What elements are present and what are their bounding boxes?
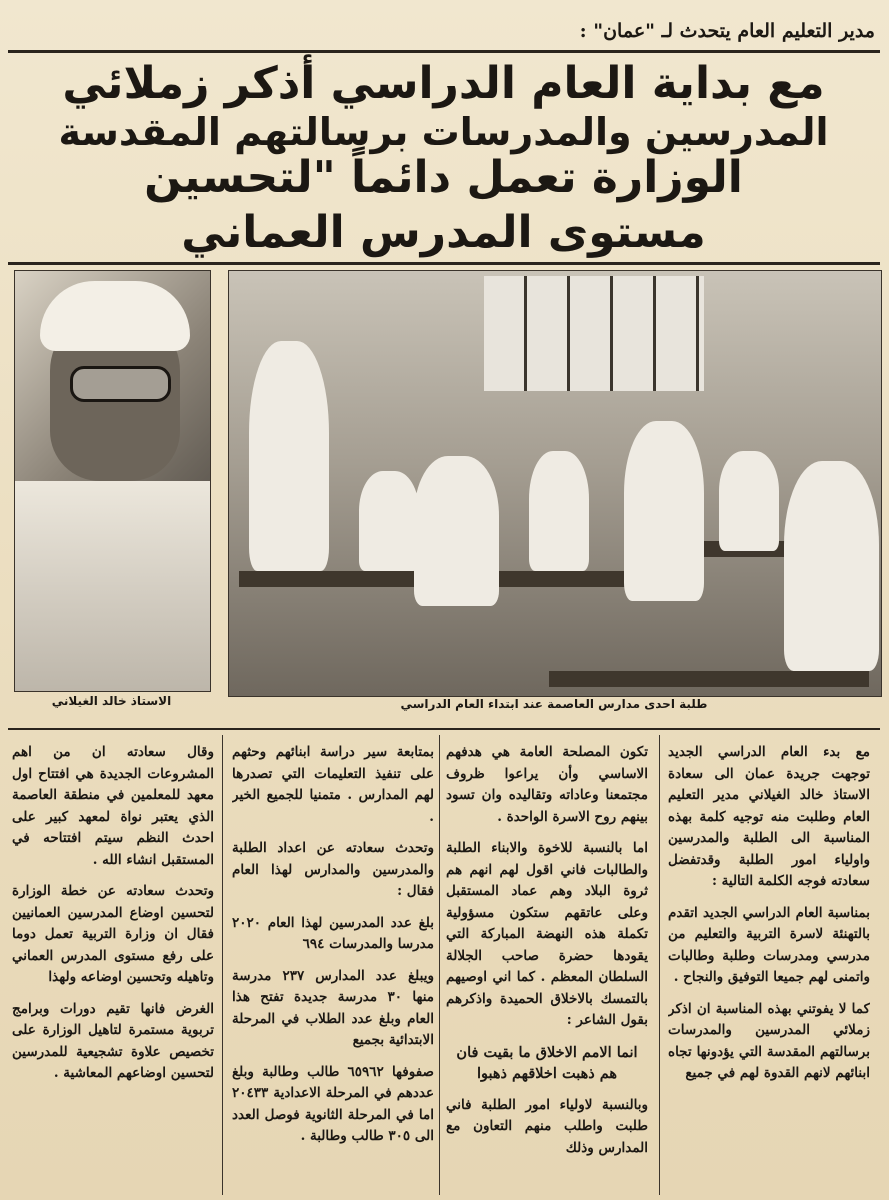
column-divider xyxy=(659,735,660,1195)
paragraph: مع بدء العام الدراسي الجديد توجهت جريدة عمان الى سعادة الاستاذ خالد الغيلاني مدير التعليم العام وطلبت منه توجيه كلمة بهذه المناسبة الى الطلبة والمدرسين واولياء امور الطلبة وقدتفضل سعادته فوجه الكلمة التالية : xyxy=(668,744,870,889)
paragraph: بمتابعة سير دراسة ابنائهم وحثهم على تنفيذ التعليمات التي تصدرها لهم المدارس . متمنيا للجميع الخير . xyxy=(232,744,434,825)
portrait-photo xyxy=(14,270,211,692)
photo-caption: طلبة احدى مدارس العاصمة عند ابتداء العام الدراسي xyxy=(400,697,708,711)
article-column-1 xyxy=(668,742,870,1192)
headline-line-4: مستوى المدرس العماني xyxy=(181,207,706,258)
article-column-4 xyxy=(12,742,214,1192)
poetry-verse: انما الامم الاخلاق ما بقيت فان هم ذهبت اخلاقهم ذهبوا xyxy=(456,1043,638,1082)
kicker-line: مدير التعليم العام يتحدث لـ "عمان" : xyxy=(579,20,875,42)
headline-line-2: المدرسين والمدرسات برسالتهم المقدسة xyxy=(58,110,829,154)
paragraph: صفوفها ٦٥٩٦٢ طالب وطالبة وبلغ عددهم في المرحلة الاعدادية ٢٠٤٣٣ اما في المرحلة الثانوية فوصل العدد الى ٣٠٥ طالب وطالبة . xyxy=(232,1063,434,1144)
headline-line-3: الوزارة تعمل دائماً "لتحسين xyxy=(144,152,743,203)
classroom-photo xyxy=(228,270,882,697)
divider xyxy=(8,262,880,265)
article-column-2 xyxy=(446,742,648,1192)
paragraph: كما لا يفوتني بهذه المناسبة ان اذكر زملائي المدرسين والمدرسات برسالتهم المقدسة التي يؤدونها تجاه ابنائهم لانهم القدوة لهم في جميع xyxy=(668,1000,870,1081)
paragraph: الغرض فانها تقيم دورات وبرامج تربوية مستمرة لتاهيل الوزارة على تخصيص علاوة تشجيعية للمدرسين لتحسين اوضاعهم المعاشية . xyxy=(12,1000,214,1081)
paragraph: وقال سعادته ان من اهم المشروعات الجديدة هي افتتاح اول معهد للمعلمين في منطقة العاصمة الذي يعتبر نواة لمعهد كبير على احدث النظم سيتم افتتاحه في المستقبل انشاء الله . xyxy=(12,744,214,868)
paragraph: بمناسبة العام الدراسي الجديد اتقدم بالتهنئة لاسرة التربية والتعليم من مدرسي ومدرسات وطلبة وطالبات واتمنى لهم جميعا التوفيق والنجاح . xyxy=(668,904,870,985)
paragraph: بلغ عدد المدرسين لهذا العام ٢٠٢٠ مدرسا والمدرسات ٦٩٤ xyxy=(232,914,434,952)
portrait-caption: الاستاذ خالد الغيلاني xyxy=(51,694,172,708)
paragraph: وتحدث سعادته عن خطة الوزارة لتحسين اوضاع المدرسين العمانيين فقال ان وزارة التربية تعمل دوما على رفع مستوى المدرس العماني وتاهيله وتحسين اوضاعه ولهذا xyxy=(12,883,214,985)
headline-line-1: مع بداية العام الدراسي أذكر زملائي xyxy=(62,58,825,109)
divider xyxy=(8,50,880,53)
paragraph: تكون المصلحة العامة هي هدفهم الاساسي وأن يراعوا ظروف مجتمعنا وعاداته وتقاليده وان تسود بينهم روح الاسرة الواحدة . xyxy=(446,744,648,825)
paragraph: وتحدث سعادته عن اعداد الطلبة والمدرسين والمدارس لهذا العام فقال : xyxy=(232,840,434,899)
divider xyxy=(8,728,880,730)
paragraph: ويبلغ عدد المدارس ٢٣٧ مدرسة منها ٣٠ مدرسة جديدة تفتح هذا العام وبلغ عدد الطلاب في المرحلة الابتدائية بجميع xyxy=(232,967,434,1048)
paragraph: وبالنسبة لاولياء امور الطلبة فاني طلبت واطلب منهم التعاون مع المدارس وذلك xyxy=(446,1096,648,1156)
column-divider xyxy=(439,735,440,1195)
article-column-3 xyxy=(232,742,434,1192)
column-divider xyxy=(222,735,223,1195)
paragraph: اما بالنسبة للاخوة والابناء الطلبة والطالبات فاني اقول لهم انهم هم ثروة البلاد وهم عماد المستقبل وعلى عاتقهم ستكون مسؤولية تكملة هذه النهضة المباركة التي يقودها حضرة صاحب الجلالة السلطان المعظم . كما اني اوصيهم بالتمسك بالاخلاق الحميدة واذكرهم بقول الشاعر : xyxy=(446,840,648,1028)
